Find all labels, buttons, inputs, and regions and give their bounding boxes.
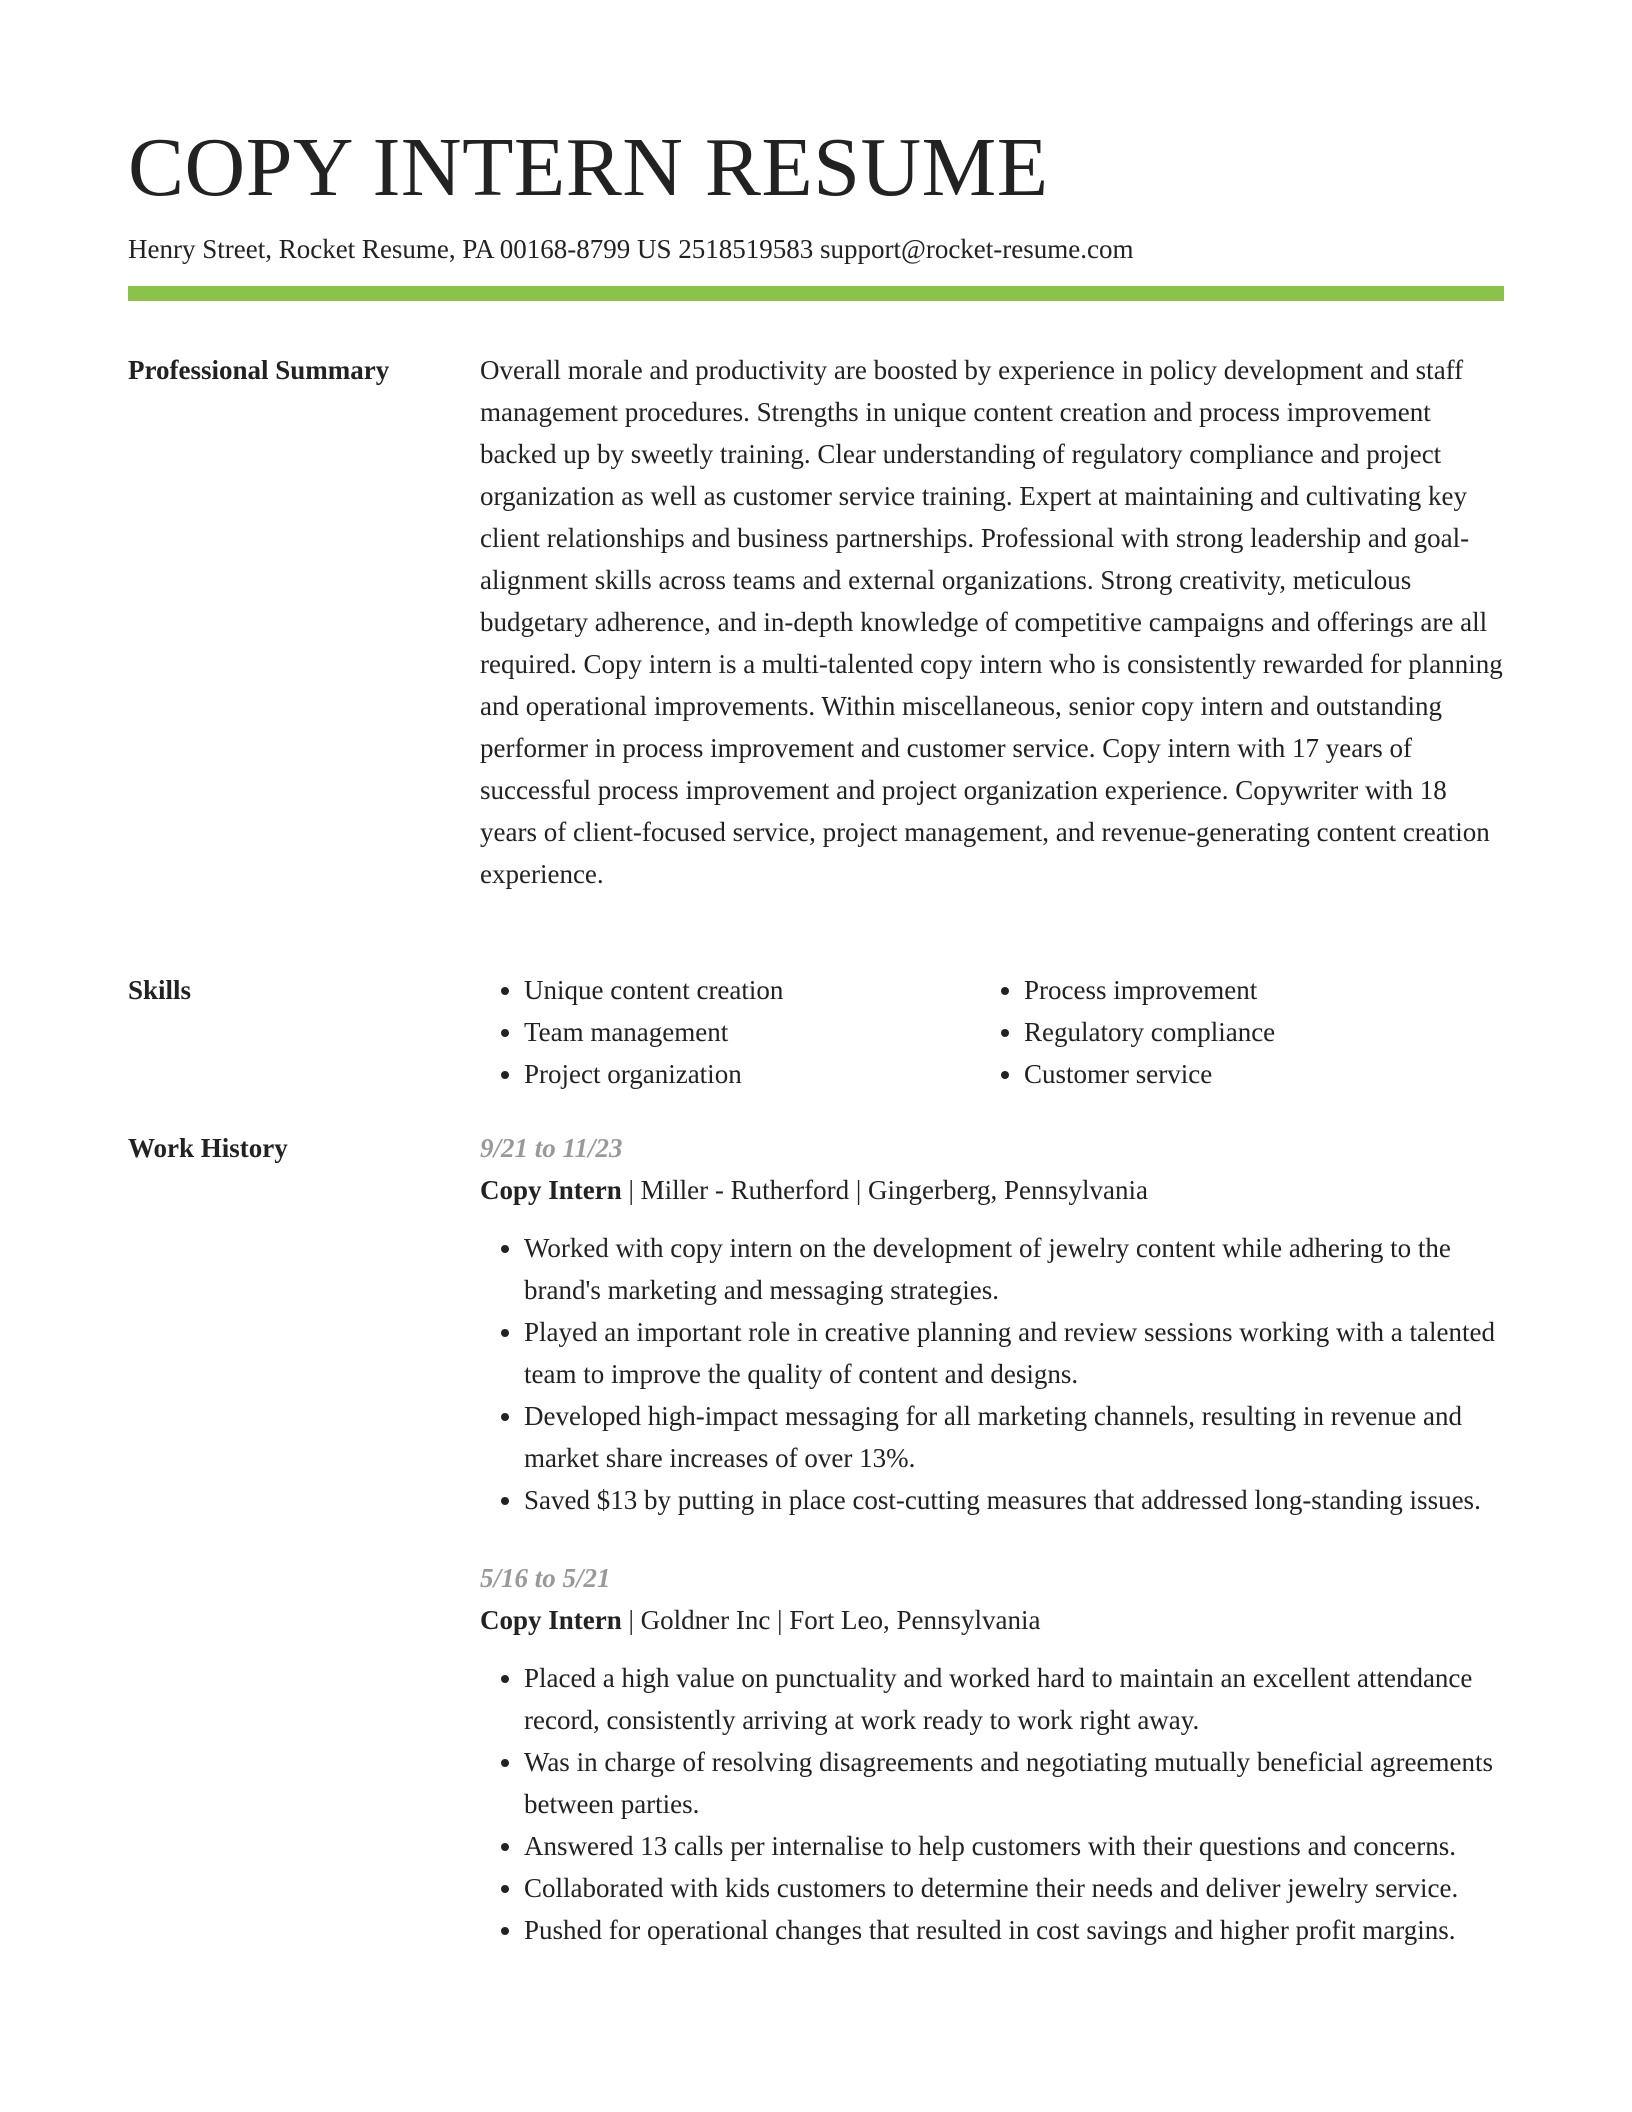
skill-item: • Project organization [524,1053,984,1095]
skill-item: • Process improvement [1024,969,1484,1011]
accent-divider [128,286,1504,301]
job-header [480,1599,1504,1641]
job-details: | Goldner Inc | Fort Leo, Pennsylvania [621,1605,1041,1635]
job-entry [480,1557,1504,1951]
job-bullet: • Developed high-impact messaging for all marketing channels, resulting in revenue and market share increases of over 13%. [524,1395,1504,1479]
job-bullet: • Pushed for operational changes that resulted in cost savings and higher profit margins. [524,1909,1504,1951]
job-dates: 9/21 to 11/23 [480,1133,623,1163]
job-bullets [480,1227,1504,1521]
skill-item: • Customer service [1024,1053,1484,1095]
skills-body [480,969,1504,1095]
job-title: Copy Intern [480,1605,622,1635]
job-bullet: • Was in charge of resolving disagreements and negotiating mutually beneficial agreements between parties. [524,1741,1504,1825]
job-title: Copy Intern [480,1175,622,1205]
summary-heading: Professional Summary [128,355,390,385]
summary-text: Overall morale and productivity are boosted by experience in policy development and staff management procedures. Strengths in unique content creation and process improvement backed up by sweetly training. Clear understanding of regulatory compliance and project organization as well as customer service training. Expert at maintaining and cultivating key client relationships and business partnerships. Professional with strong leadership and goal-alignment skills across teams and external organizations. Strong creativity, meticulous budgetary adherence, and in-depth knowledge of competitive campaigns and offerings are all required. Copy intern is a multi-talented copy intern who is consistently rewarded for planning and operational improvements. Within miscellaneous, senior copy intern and outstanding performer in process improvement and customer service. Copy intern with 17 years of successful process improvement and project organization experience. Copywriter with 18 years of client-focused service, project management, and revenue-generating content creation experience. [480,355,1503,889]
skills-list-right [984,969,1484,1095]
skill-item: • Unique content creation [524,969,984,1011]
skills-heading: Skills [128,975,192,1005]
job-bullet: • Answered 13 calls per internalise to help customers with their questions and concerns. [524,1825,1504,1867]
resume-title: COPY INTERN RESUME [128,121,1049,214]
job-bullets [480,1657,1504,1951]
work-history-body [480,1127,1504,1987]
work-history-heading: Work History [128,1133,288,1163]
job-bullet: • Played an important role in creative planning and review sessions working with a talented team to improve the quality of content and designs. [524,1311,1504,1395]
job-details: | Miller - Rutherford | Gingerberg, Pennsylvania [621,1175,1148,1205]
skill-item: • Team management [524,1011,984,1053]
contact-info: Henry Street, Rocket Resume, PA 00168-8799 US 2518519583 support@rocket-resume.com [128,234,1134,264]
summary-body [480,349,1504,895]
job-entry [480,1127,1504,1521]
skills-list-left [480,969,984,1095]
job-bullet: • Collaborated with kids customers to determine their needs and deliver jewelry service. [524,1867,1504,1909]
job-bullet: • Saved $13 by putting in place cost-cutting measures that addressed long-standing issues. [524,1479,1504,1521]
skill-item: • Regulatory compliance [1024,1011,1484,1053]
job-dates: 5/16 to 5/21 [480,1563,611,1593]
job-bullet: • Placed a high value on punctuality and worked hard to maintain an excellent attendance record, consistently arriving at work ready to work right away. [524,1657,1504,1741]
job-bullet: • Worked with copy intern on the development of jewelry content while adhering to the brand's marketing and messaging strategies. [524,1227,1504,1311]
skills-columns [480,969,1504,1095]
job-header [480,1169,1504,1211]
